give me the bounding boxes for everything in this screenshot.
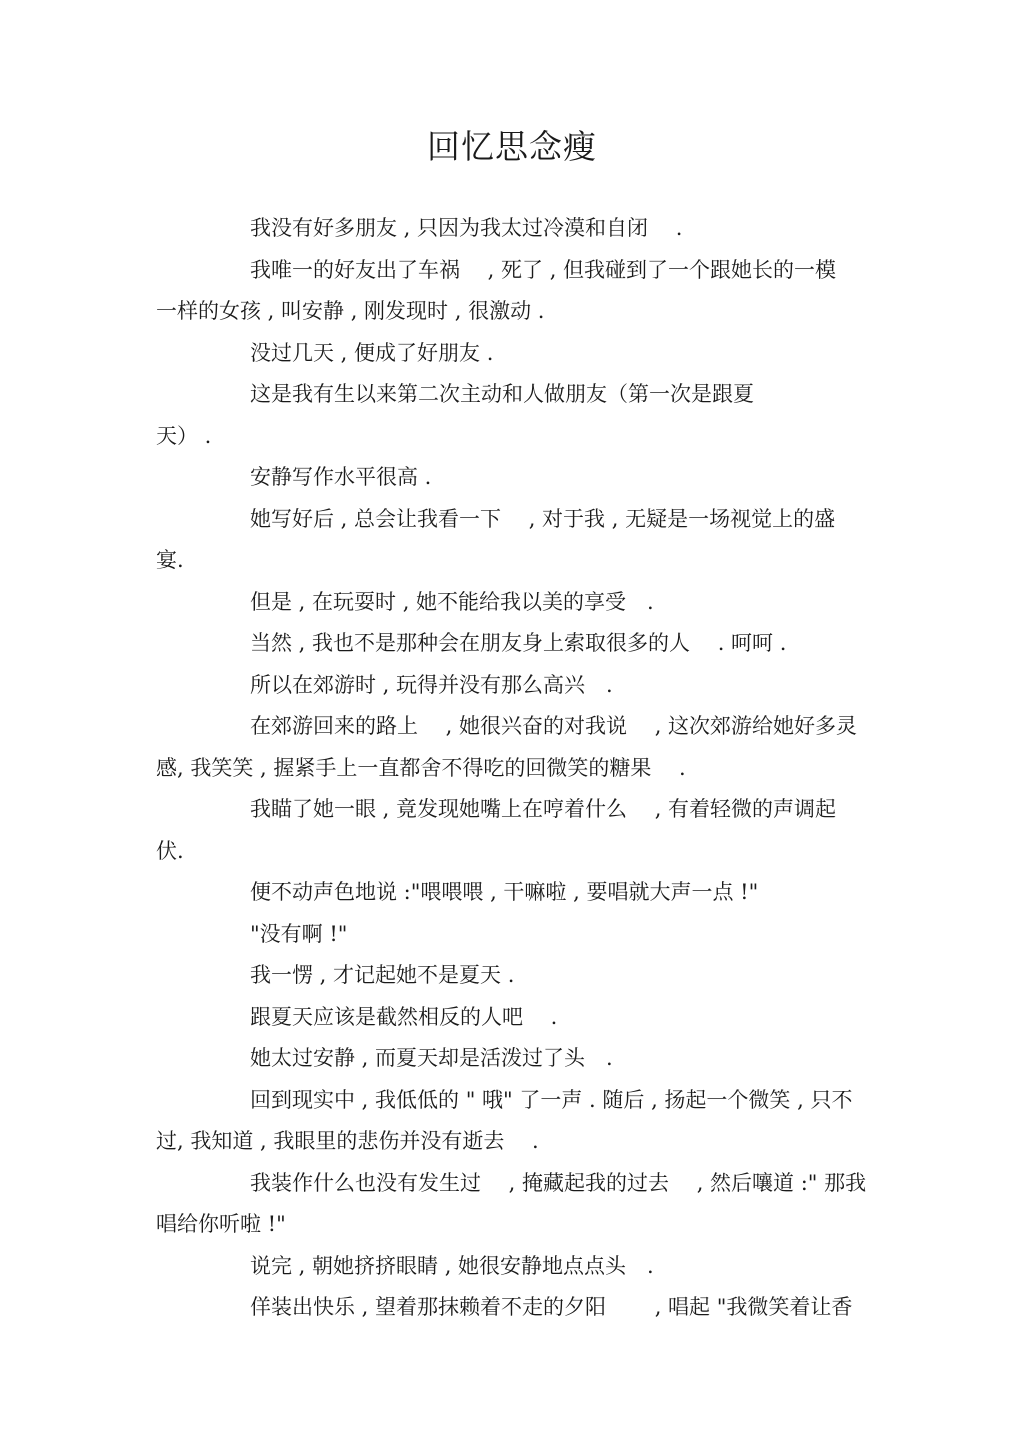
paragraph [203, 1287, 868, 1329]
paragraph-line: 宴. [156, 548, 184, 572]
paragraph [203, 1038, 868, 1080]
paragraph-line: 但是 , 在玩耍时 , 她不能给我以美的享受 . [250, 589, 654, 614]
paragraph-line: 在郊游回来的路上 , 她很兴奋的对我说 , 这次郊游给她好多灵 [250, 714, 858, 738]
paragraph [203, 333, 868, 375]
document-body [156, 208, 868, 1329]
paragraph-line: 过, 我知道 , 我眼里的悲伤并没有逝去 . [156, 1129, 539, 1153]
paragraph-line: 当然 , 我也不是那种会在朋友身上索取很多的人 . 呵呵 . [250, 631, 787, 655]
paragraph-line: 我一愣 , 才记起她不是夏天 . [250, 963, 515, 987]
paragraph [156, 1080, 868, 1163]
paragraph-line: 所以在郊游时 , 玩得并没有那么高兴 . [250, 672, 613, 697]
paragraph [203, 582, 868, 624]
paragraph [156, 706, 868, 789]
paragraph-line: 安静写作水平很高 . [250, 465, 432, 489]
paragraph-line: 回到现实中 , 我低低的 " 哦" 了一声 . 随后 , 扬起一个微笑 , 只不 [250, 1087, 853, 1112]
paragraph-line: 便不动声色地说 :"喂喂喂 , 干嘛啦 , 要唱就大声一点 !" [250, 880, 759, 904]
paragraph [203, 457, 868, 499]
paragraph [156, 789, 868, 872]
document-title: 回忆思念瘦 [427, 127, 597, 166]
paragraph-line: 我唯一的好友出了车祸 , 死了 , 但我碰到了一个跟她长的一模 [250, 257, 837, 282]
paragraph-line: 我装作什么也没有发生过 , 掩藏起我的过去 , 然后嚷道 :" 那我 [250, 1170, 867, 1195]
paragraph-line: 一样的女孩 , 叫安静 , 刚发现时 , 很激动 . [156, 299, 545, 323]
paragraph-line: 我没有好多朋友 , 只因为我太过冷漠和自闭 . [250, 216, 683, 240]
paragraph [156, 1163, 868, 1246]
paragraph [156, 250, 868, 333]
paragraph-line: 感, 我笑笑 , 握紧手上一直都舍不得吃的回微笑的糖果 . [156, 755, 686, 780]
paragraph-line: 天） . [156, 423, 212, 448]
paragraph-line: 她写好后 , 总会让我看一下 , 对于我 , 无疑是一场视觉上的盛 [250, 506, 836, 531]
paragraph [203, 665, 868, 707]
paragraph-line: 唱给你听啦 !" [156, 1212, 286, 1236]
paragraph-line: 她太过安静 , 而夏天却是活泼过了头 . [250, 1046, 613, 1070]
paragraph-line: 说完 , 朝她挤挤眼睛 , 她很安静地点点头 . [250, 1253, 654, 1278]
paragraph-line: 跟夏天应该是截然相反的人吧 . [250, 1004, 558, 1029]
paragraph [156, 374, 868, 457]
paragraph [203, 914, 868, 956]
paragraph [203, 623, 868, 665]
paragraph [203, 872, 868, 914]
paragraph-line: "没有啊 !" [250, 921, 348, 946]
paragraph [156, 499, 868, 582]
paragraph [203, 997, 868, 1039]
paragraph-line: 这是我有生以来第二次主动和人做朋友（第一次是跟夏 [250, 382, 754, 406]
paragraph-line: 佯装出快乐 , 望着那抹赖着不走的夕阳 , 唱起 "我微笑着让香 [250, 1295, 853, 1319]
paragraph [203, 1246, 868, 1288]
paragraph [203, 208, 868, 250]
paragraph-line: 我瞄了她一眼 , 竟发现她嘴上在哼着什么 , 有着轻微的声调起 [250, 797, 837, 821]
paragraph-line: 没过几天 , 便成了好朋友 . [250, 340, 494, 365]
paragraph [203, 955, 868, 997]
paragraph-line: 伏. [156, 838, 184, 863]
